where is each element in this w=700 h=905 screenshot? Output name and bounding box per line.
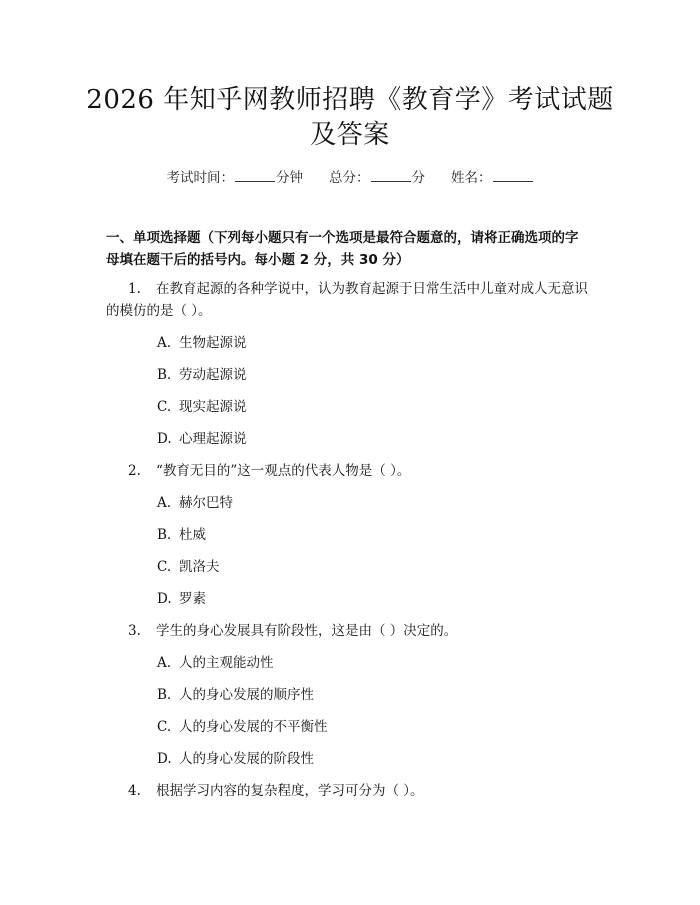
- page-title-line-2: 及答案: [310, 120, 390, 150]
- question-3-option-b: B. 人的身心发展的顺序性: [157, 687, 314, 703]
- question-4-stem: [128, 781, 424, 801]
- section-heading-line-2: 母填在题干后的括号内。每小题 2 分，共 30 分）: [106, 252, 410, 268]
- question-number: 3.: [128, 623, 141, 639]
- question-1-stem-continued: 的模仿的是（ ）。: [106, 303, 212, 319]
- question-1-option-d: D. 心理起源说: [157, 431, 247, 447]
- question-2-stem: [128, 461, 410, 481]
- question-1-stem: [128, 279, 588, 299]
- question-text: 在教育起源的各种学说中，认为教育起源于日常生活中儿童对成人无意识: [156, 281, 588, 297]
- section-heading-line-1: 一、单项选择题（下列每小题只有一个选项是最符合题意的，请将正确选项的字: [106, 230, 579, 246]
- total-score-label: 总分：: [329, 170, 370, 186]
- exam-time-unit: 分钟: [276, 170, 303, 186]
- exam-info-row: [0, 166, 700, 186]
- question-text: 学生的身心发展具有阶段性，这是由（ ）决定的。: [156, 623, 458, 639]
- question-1-option-a: A. 生物起源说: [157, 335, 247, 351]
- question-text: “教育无目的”这一观点的代表人物是（ ）。: [156, 463, 411, 479]
- question-3-stem: [128, 621, 457, 641]
- question-number: 2.: [128, 463, 141, 479]
- question-number: 1.: [128, 281, 141, 297]
- question-number: 4.: [128, 783, 141, 799]
- question-2-option-b: B. 杜威: [157, 527, 206, 543]
- question-3-option-c: C. 人的身心发展的不平衡性: [157, 719, 328, 735]
- name-field: [451, 166, 534, 186]
- name-blank: [493, 169, 533, 182]
- question-1-option-c: C. 现实起源说: [157, 399, 247, 415]
- name-label: 姓名：: [451, 170, 492, 186]
- exam-time-label: 考试时间：: [166, 170, 234, 186]
- exam-time-blank: [235, 169, 275, 182]
- question-2-option-d: D. 罗素: [157, 591, 206, 607]
- question-3-option-d: D. 人的身心发展的阶段性: [157, 751, 314, 767]
- question-2-option-a: A. 赫尔巴特: [157, 495, 233, 511]
- question-1-option-b: B. 劳动起源说: [157, 367, 247, 383]
- total-score-unit: 分: [411, 170, 425, 186]
- total-score-field: [329, 166, 425, 186]
- page-title-line-1: 2026 年知乎网教师招聘《教育学》考试试题: [86, 85, 614, 115]
- total-score-blank: [371, 169, 411, 182]
- exam-time-field: [167, 166, 304, 186]
- question-3-option-a: A. 人的主观能动性: [157, 655, 274, 671]
- question-text: 根据学习内容的复杂程度，学习可分为（ ）。: [156, 783, 424, 799]
- question-2-option-c: C. 凯洛夫: [157, 559, 220, 575]
